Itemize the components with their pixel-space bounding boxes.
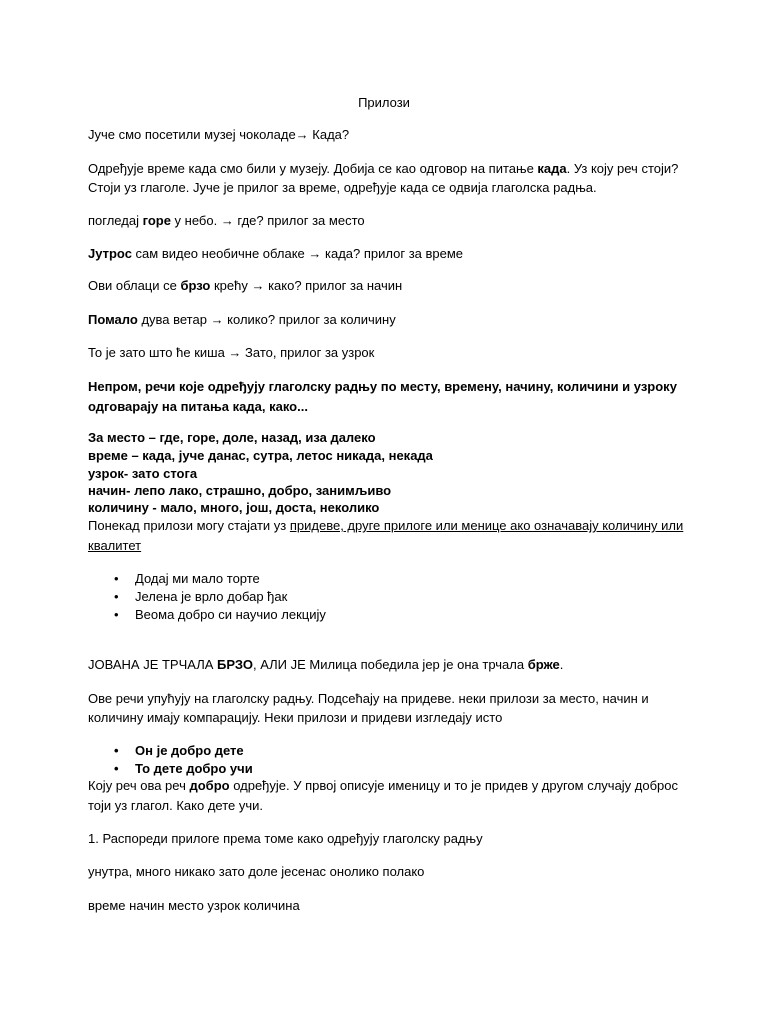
explanation-line-4: тоји уз глагол. Како дете учи. bbox=[88, 798, 264, 813]
example-cause: То је зато што ће киша → Зато, прилог за узрок bbox=[88, 345, 375, 360]
example-time: Јутрос сам видео необичне облаке → када? прилог за време bbox=[88, 246, 464, 261]
explanation-line-3: Коју реч ова реч добро одређује. У првој описује именицу и то је придев у другом случају добрoс bbox=[88, 778, 679, 793]
note-line-1: Понекад прилози могу стајати уз придеве, друге прилоге или менице ако означавају количину или bbox=[88, 518, 684, 533]
task-instruction: 1. Распореди прилоге према томе како одређују глаголску радњу bbox=[88, 831, 483, 846]
category-time: време – када, јуче данас, сутра, летос никада, некада bbox=[88, 448, 433, 463]
note-line-2: квалитет bbox=[88, 538, 142, 553]
explanation-line-1: Одређује време када смо били у музеју. Добија се као одговор на питање када. Уз коју реч стоји? bbox=[88, 161, 679, 176]
list-item: • Додај ми мало торте bbox=[114, 571, 260, 586]
category-quantity: количину - мало, много, још, доста, неколико bbox=[88, 500, 380, 515]
list-item: • Он је добро дете bbox=[114, 743, 244, 758]
example-quantity: Помало дува ветар → колико? прилог за количину bbox=[88, 312, 396, 327]
task-categories: време начин место узрок количина bbox=[88, 898, 300, 913]
definition-line-2: одговарају на питања када, како... bbox=[88, 399, 308, 414]
list-item: • То дете добро учи bbox=[114, 761, 253, 776]
intro-sentence: Јуче смо посетили музеј чоколаде→ Када? bbox=[88, 127, 350, 142]
page-title: Прилози bbox=[358, 95, 410, 110]
category-cause: узрок- зато стога bbox=[88, 466, 198, 481]
list-item: • Веома добро си научио лекцију bbox=[114, 607, 326, 622]
task-words: унутра, много никако зато доле јесенас онолико полако bbox=[88, 864, 425, 879]
comparison-sentence: ЈОВАНА ЈЕ ТРЧАЛА БРЗО, АЛИ ЈЕ Милица победила јер је она трчала брже. bbox=[88, 657, 564, 672]
examples-list-2 bbox=[88, 742, 253, 778]
example-manner: Ови облаци се брзо крећу → како? прилог за начин bbox=[88, 278, 403, 293]
examples-list-1 bbox=[88, 570, 326, 624]
list-item: • Јелена је врло добар ђак bbox=[114, 589, 288, 604]
example-place: погледај горе у небо. → где? прилог за место bbox=[88, 213, 365, 228]
definition-line-1: Непром, речи које одређују глаголску радњу по месту, времену, начину, количини и узроку bbox=[88, 379, 677, 394]
category-place: За место – где, горе, доле, назад, иза далеко bbox=[88, 430, 376, 445]
comparison-note-2: количину имају компарацију. Неки прилози и придеви изгледају исто bbox=[88, 710, 503, 725]
comparison-note-1: Ове речи упућују на глаголску радњу. Подсећају на придеве. неки прилози за место, начин и bbox=[88, 691, 649, 706]
explanation-line-2: Стоји уз глаголе. Јуче је прилог за време, одређује када се одвија глаголска радња. bbox=[88, 180, 597, 195]
category-manner: начин- лепо лако, страшно, добро, занимљиво bbox=[88, 483, 392, 498]
